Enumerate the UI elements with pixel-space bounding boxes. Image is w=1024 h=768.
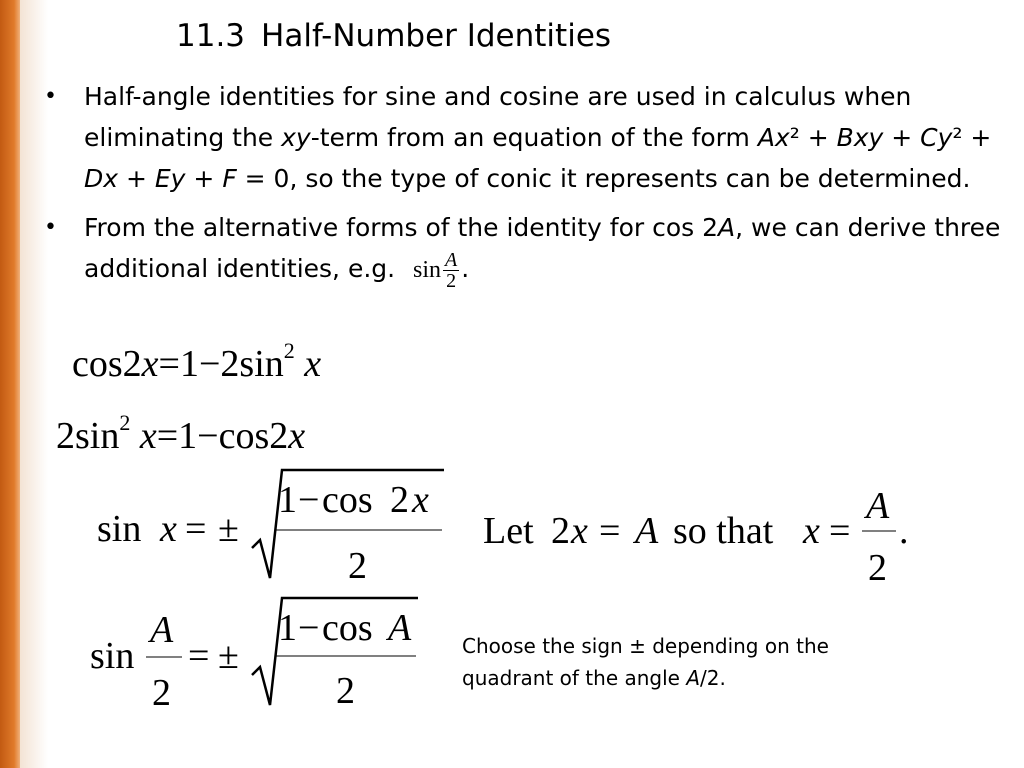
bullet-1-text-c: = 0, so the type of conic it represents can be determined. — [236, 164, 971, 193]
svg-text:so that: so that — [673, 510, 774, 552]
svg-text:2: 2 — [348, 545, 367, 587]
svg-text:=: = — [599, 510, 621, 552]
bullet-1-dx: Dx + Ey + F — [84, 164, 237, 193]
svg-text:cos: cos — [322, 479, 373, 521]
svg-text:x: x — [571, 510, 588, 552]
svg-text:x: x — [160, 508, 177, 550]
svg-text:sin: sin — [90, 635, 135, 677]
bullet-1-text-b: -term from an equation of the form — [310, 123, 758, 152]
svg-text:2: 2 — [868, 547, 887, 589]
bullet-1-xy: xy — [281, 123, 311, 152]
svg-text:Let: Let — [483, 510, 534, 552]
svg-text:A: A — [150, 609, 174, 651]
bullet-dot-icon: • — [44, 215, 57, 240]
bullet-1-ax: Ax — [757, 123, 790, 152]
svg-text:A: A — [388, 607, 412, 649]
bullet-2-text-a: From the alternative forms of the identity for cos 2 — [84, 213, 719, 242]
bullet-2-a: A — [718, 213, 736, 242]
svg-text:.: . — [899, 510, 909, 552]
svg-text:=: = — [188, 635, 210, 677]
svg-text:x: x — [412, 479, 429, 521]
equation-sin-half-x — [97, 470, 444, 587]
svg-text:=: = — [829, 510, 851, 552]
svg-text:1: 1 — [278, 607, 297, 649]
bullet-dot-icon: • — [44, 84, 57, 109]
svg-text:sin: sin — [97, 508, 142, 550]
inline-sin: sin — [413, 256, 442, 283]
bullet-2-text-b: , we can derive three additional identities, e.g. — [84, 213, 1001, 283]
sign-note — [462, 630, 862, 694]
svg-text:cos: cos — [322, 607, 373, 649]
equation-cos-double-angle: $\cos 2x=1-2\sin^2$ x — [72, 338, 322, 385]
note-a: A — [686, 666, 701, 690]
bullet-2-period: . — [461, 254, 470, 283]
inline-frac-num: A — [445, 248, 458, 271]
svg-text:x: x — [803, 510, 820, 552]
svg-text:2: 2 — [390, 479, 409, 521]
svg-text:±: ± — [218, 635, 239, 677]
bullet-1-sq2: ² + — [952, 123, 992, 152]
svg-text:=: = — [185, 508, 207, 550]
inline-frac-den: 2 — [446, 269, 457, 292]
note-text-b: /2. — [700, 666, 726, 690]
section-number: 11.3 — [176, 18, 246, 54]
svg-text:2: 2 — [152, 672, 171, 714]
equation-sin-half-a — [90, 598, 418, 714]
svg-text:−: − — [298, 607, 320, 649]
svg-text:1: 1 — [278, 479, 297, 521]
svg-text:2: 2 — [336, 670, 355, 712]
note-text-a: Choose the sign ± depending on the quadrant of the angle — [462, 634, 829, 690]
equation-two-sin-squared: $2\sin^2$ x=1−cos2x — [56, 410, 306, 457]
svg-text:−: − — [298, 479, 320, 521]
svg-text:A: A — [866, 485, 890, 527]
bullet-1-text-a: Half-angle identities for sine and cosine are used in calculus when eliminating the — [84, 82, 912, 152]
bullet-1-sq1: ² + — [789, 123, 837, 152]
bullet-1-bxy: Bxy + Cy — [836, 123, 953, 152]
svg-text:2: 2 — [551, 510, 570, 552]
svg-text:A: A — [635, 510, 659, 552]
title-text: Half-Number Identities — [261, 18, 612, 54]
svg-text:±: ± — [218, 508, 239, 550]
equation-let-substitution — [483, 485, 909, 589]
